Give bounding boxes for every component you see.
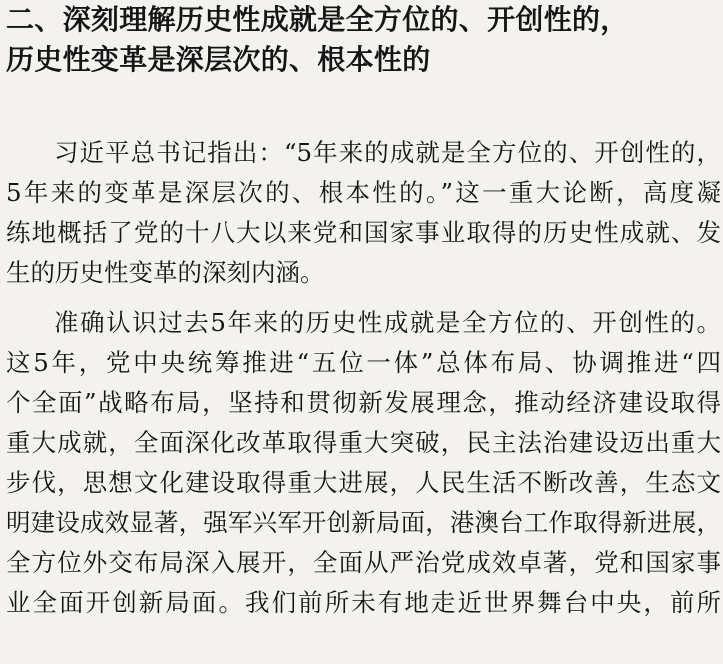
paragraph-2-line-3: 个全面”战略布局，坚持和贯彻新发展理念，推动经济建设取得 (6, 388, 721, 417)
paragraph-2-line-4: 重大成就，全面深化改革取得重大突破，民主法治建设迈出重大 (6, 428, 721, 457)
section-heading-line-2: 历史性变革是深层次的、根本性的 (6, 43, 431, 76)
paragraph-2-line-6: 明建设成效显著，强军兴军开创新局面，港澳台工作取得新进展， (6, 508, 721, 537)
paragraph-1-line-1: 习近平总书记指出：“5年来的成就是全方位的、开创性的， (54, 138, 721, 167)
section-heading-line-1: 二、深刻理解历史性成就是全方位的、开创性的， (6, 3, 629, 36)
paragraph-2-line-8: 业全面开创新局面。我们前所未有地走近世界舞台中央，前所 (6, 588, 721, 617)
paragraph-2-line-5: 步伐，思想文化建设取得重大进展，人民生活不断改善，生态文 (6, 468, 721, 497)
paragraph-1-line-2: 5年来的变革是深层次的、根本性的。”这一重大论断，高度凝 (6, 178, 721, 207)
paragraph-2-line-2: 这5年，党中央统筹推进“五位一体”总体布局、协调推进“四 (6, 348, 721, 377)
paragraph-1-line-4: 生的历史性变革的深刻内涵。 (6, 258, 325, 287)
paragraph-2-line-7: 全方位外交布局深入展开，全面从严治党成效卓著，党和国家事 (6, 548, 721, 577)
paragraph-2-line-1: 准确认识过去5年来的历史性成就是全方位的、开创性的。 (54, 308, 721, 337)
paragraph-1-line-3: 练地概括了党的十八大以来党和国家事业取得的历史性成就、发 (6, 218, 721, 247)
